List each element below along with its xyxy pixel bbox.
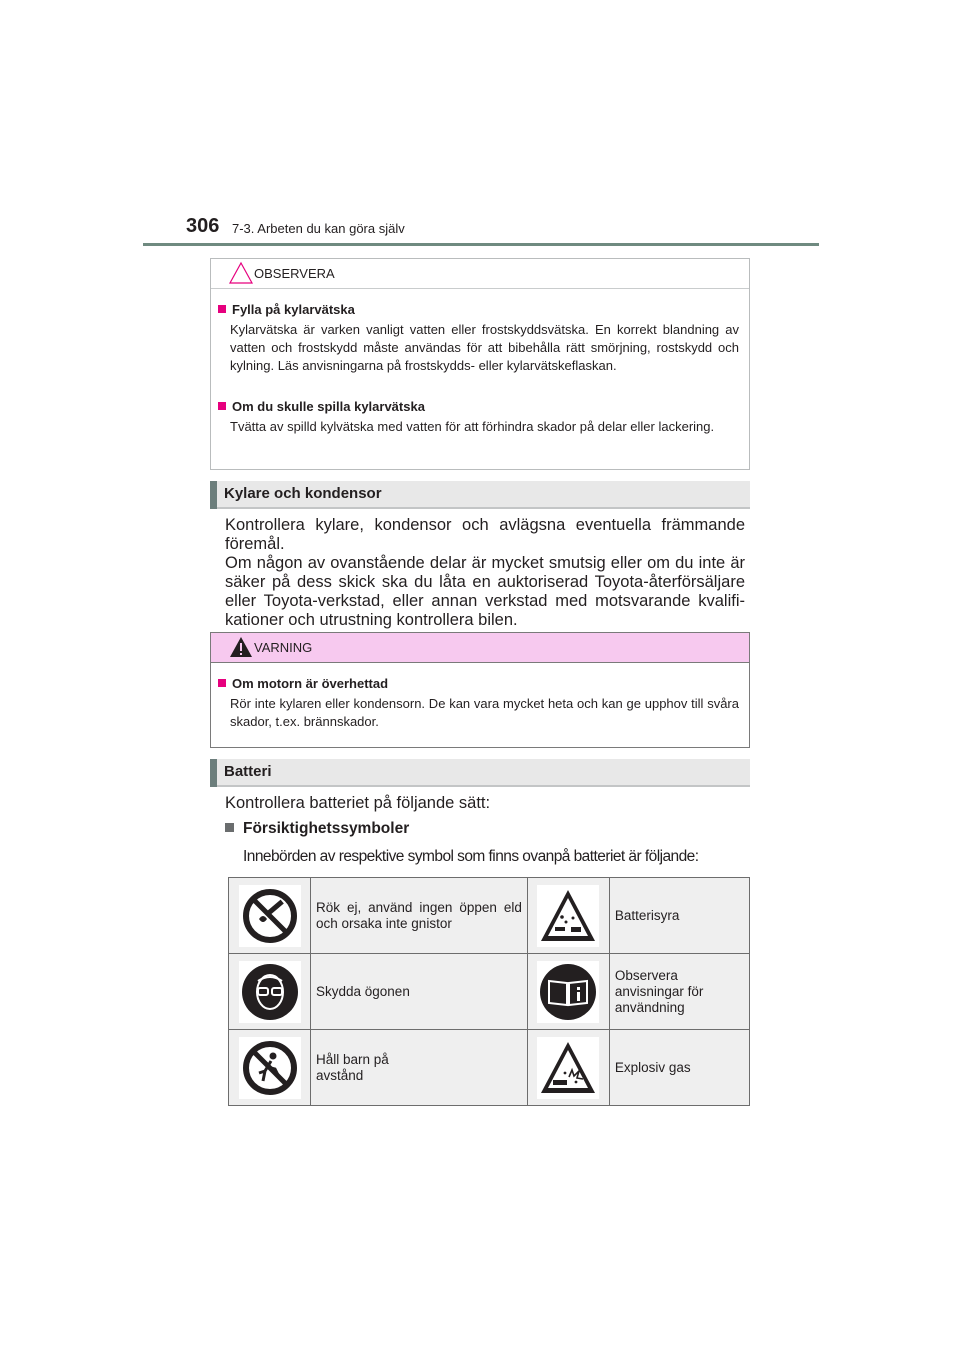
caution-icon [228,261,254,285]
warning-icon [228,635,254,659]
heading-text: Om motorn är överhettad [232,676,389,691]
table-row [229,1030,750,1106]
section-title: 7-3. Arbeten du kan göra själv [232,221,405,236]
bullet-square [218,305,226,313]
symbol-label: Batterisyra [609,878,749,954]
symbol-icon-cell [527,1030,609,1106]
explosive-gas-icon [537,1037,599,1099]
symbol-table [228,877,750,1106]
header-rule [143,243,819,246]
symbol-icon-cell [527,954,609,1030]
bullet-square [225,823,234,832]
symbol-icon-cell [229,1030,311,1106]
heading-text: Om du skulle spilla kylarvätska [232,399,425,414]
observera-item-heading [218,302,355,317]
symbol-icon-cell [229,878,311,954]
section-heading-batteri [210,759,750,787]
observera-title: OBSERVERA [254,266,335,281]
battery-acid-icon [537,885,599,947]
table-row [229,954,750,1030]
observera-item-body: Kylarvätska är varken vanligt vatten eller frostskyddsvätska. En korrekt blandning av vatten och frostskydd måste användas för att bibehålla rätt smörjning, rostskydd och kylning. Läs anvisningarna på frostskydds- eller kylarvätskeflaskan. [230,322,739,373]
batteri-intro: Kontrollera batteriet på följande sätt: [225,794,491,812]
symbol-icon-cell [527,878,609,954]
symbol-label: Rök ej, använd ingen öppen eld och orsaka inte gnistor [311,878,528,954]
varning-title: VARNING [254,640,313,655]
observera-box [210,258,750,470]
observera-header [211,259,749,289]
varning-item-body: Rör inte kylaren eller kondensorn. De kan vara mycket heta och kan ge upphov till svåra skador, t.ex. brännskador. [230,696,739,729]
varning-box [210,632,750,748]
varning-item-heading [218,676,388,691]
subheading-text: Försiktighetssymboler [243,820,410,837]
table-row [229,878,750,954]
section-bar [210,759,217,787]
bullet-square [218,402,226,410]
section-bar [210,481,217,509]
page-number: 306 [186,215,220,237]
varning-header [211,633,749,663]
symbol-label: Explosiv gas [609,1030,749,1106]
subheading [225,820,409,838]
keep-children-away-icon [239,1037,301,1099]
symbol-description: Innebörden av respektive symbol som finns ovanpå batteriet är följande: [243,848,699,865]
symbol-icon-cell [229,954,311,1030]
heading-text: Fylla på kylarvätska [232,302,355,317]
read-instructions-icon [537,961,599,1023]
eye-protection-icon [239,961,301,1023]
observera-item-heading [218,399,425,414]
symbol-label: Observera anvisningar för användning [609,954,749,1030]
kylare-paragraph: Kontrollera kylare, kondensor och avlägsna eventuella främmande föremål. Om någon av ovanstående delar är mycket smutsig eller om du inte är säker på dess skick ska du låta en auktoriserad Toyota-återförsäljare eller Toyota-verkstad, eller annan verkstad med motsvarande kvalifikationer och utrustning kontrollera bilen. [225,516,745,629]
symbol-label: Håll barn på avstånd [311,1030,528,1106]
bullet-square [218,679,226,687]
no-smoking-icon [239,885,301,947]
observera-item-body: Tvätta av spilld kylvätska med vatten för att förhindra skador på delar eller lackering. [230,419,715,434]
section-heading-kylare [210,481,750,509]
section-heading-text: Batteri [224,763,272,780]
section-heading-text: Kylare och kondensor [224,485,382,502]
symbol-label: Skydda ögonen [311,954,528,1030]
